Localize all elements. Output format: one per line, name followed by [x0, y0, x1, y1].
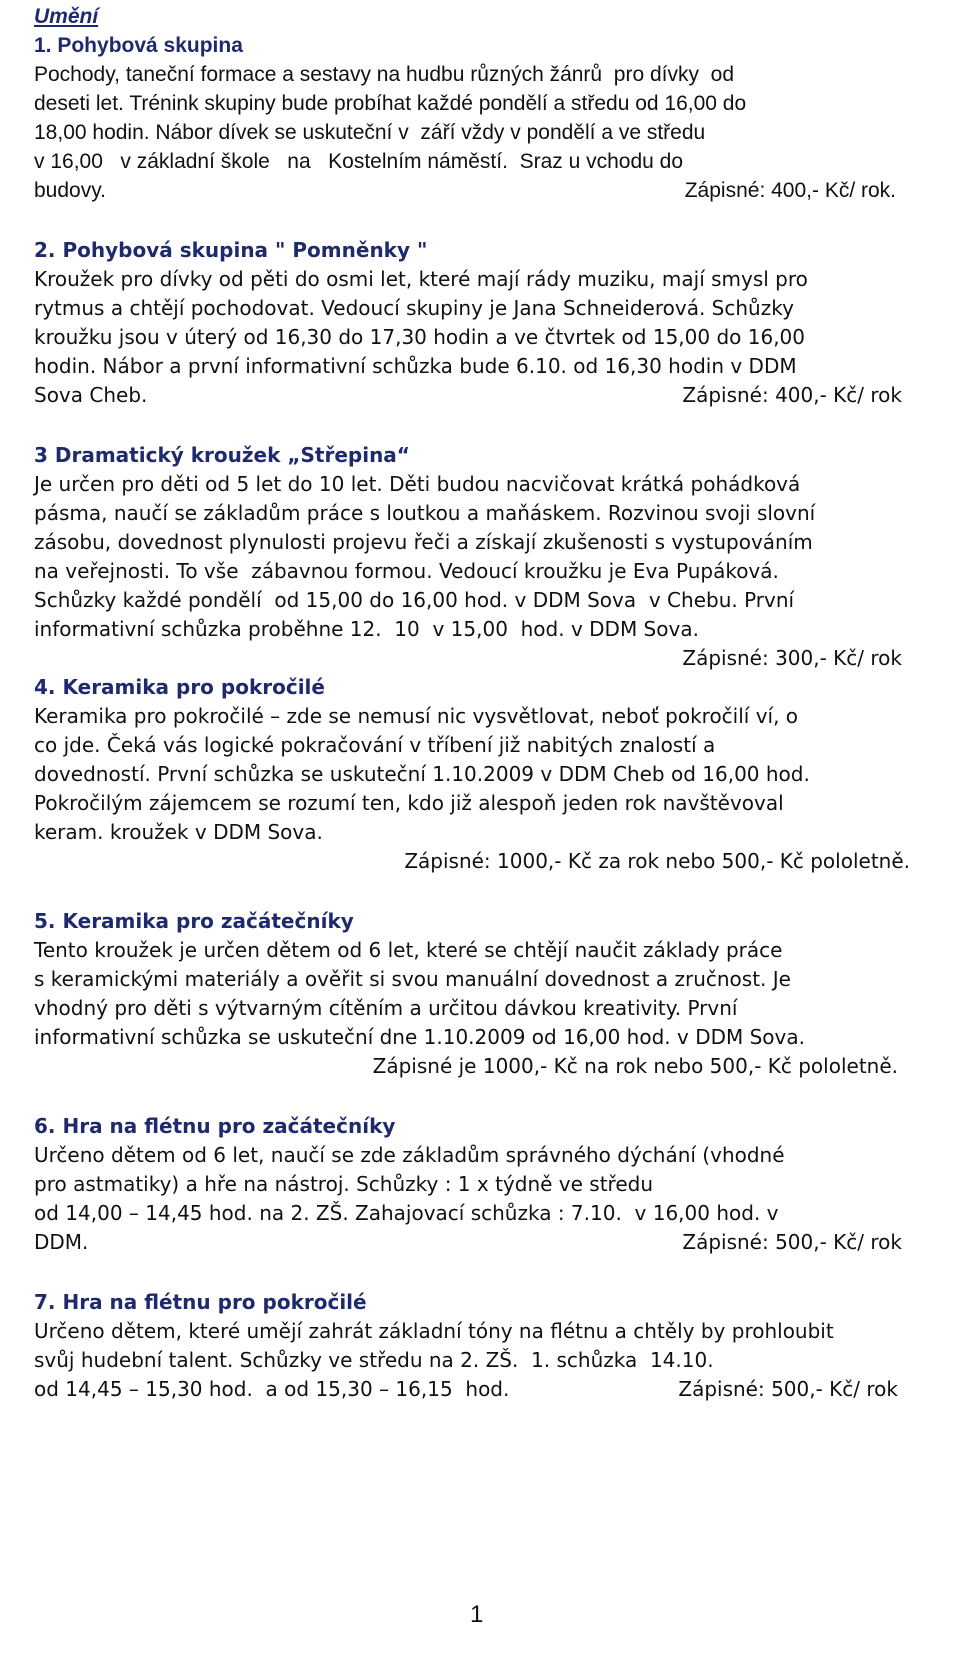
section-keramika-pokrocile: [34, 673, 934, 876]
section-title: 3 Dramatický kroužek „Střepina“: [34, 443, 410, 467]
fee-text: Zápisné: 500,- Kč/ rok: [678, 1377, 898, 1401]
paragraph-line: Je určen pro děti od 5 let do 10 let. Děti budou nacvičovat krátká pohádková: [34, 472, 801, 496]
paragraph-line: kroužku jsou v úterý od 16,30 do 17,30 hodin a ve čtvrtek od 15,00 do 16,00: [34, 325, 805, 349]
section-pohybova-skupina: [34, 31, 934, 205]
paragraph-last-line: [34, 1375, 934, 1404]
section-dramaticky-krouzek: [34, 441, 934, 673]
section-title: 7. Hra na flétnu pro pokročilé: [34, 1290, 367, 1314]
document-heading: Umění: [34, 5, 99, 28]
fee-text: Zápisné: 500,- Kč/ rok: [682, 1230, 902, 1254]
paragraph-line: zásobu, dovednost plynulosti projevu řeči a získají zkušenosti s vystupováním: [34, 530, 813, 554]
paragraph-line: Tento kroužek je určen dětem od 6 let, které se chtějí naučit základy práce: [34, 938, 783, 962]
paragraph-last-line: [34, 176, 934, 205]
paragraph-line: co jde. Čeká vás logické pokračování v tříbení již nabitých znalostí a: [34, 733, 716, 757]
paragraph-line: keram. kroužek v DDM Sova.: [34, 820, 323, 844]
paragraph-line: pro astmatiky) a hře na nástroj. Schůzky : 1 x týdně ve středu: [34, 1172, 654, 1196]
section-title: 6. Hra na flétnu pro začátečníky: [34, 1114, 396, 1138]
paragraph-line: Určeno dětem od 6 let, naučí se zde základům správného dýchání (vhodné: [34, 1143, 785, 1167]
paragraph-line: Keramika pro pokročilé – zde se nemusí nic vysvětlovat, neboť pokročilí ví, o: [34, 704, 799, 728]
fee-text: Zápisné: 400,- Kč/ rok.: [684, 179, 896, 202]
section-title: 4. Keramika pro pokročilé: [34, 675, 325, 699]
paragraph-line: informativní schůzka se uskuteční dne 1.10.2009 od 16,00 hod. v DDM Sova.: [34, 1025, 805, 1049]
paragraph-line: od 14,45 – 15,30 hod. a od 15,30 – 16,15 hod.: [34, 1377, 510, 1401]
fee-text: Zápisné: 300,- Kč/ rok: [682, 646, 902, 670]
paragraph-line: Pochody, taneční formace a sestavy na hudbu různých žánrů pro dívky od: [34, 63, 735, 86]
fee-text: Zápisné: 400,- Kč/ rok: [682, 383, 902, 407]
paragraph-line: vhodný pro děti s výtvarným cítěním a určitou dávkou kreativity. První: [34, 996, 738, 1020]
paragraph-last-line: [34, 381, 934, 410]
paragraph-line: svůj hudební talent. Schůzky ve středu na 2. ZŠ. 1. schůzka 14.10.: [34, 1348, 714, 1372]
paragraph-line: od 14,00 – 14,45 hod. na 2. ZŠ. Zahajovací schůzka : 7.10. v 16,00 hod. v: [34, 1201, 779, 1225]
paragraph-line: Pokročilým zájemcem se rozumí ten, kdo již alespoň jeden rok navštěvoval: [34, 791, 784, 815]
section-title: 5. Keramika pro začátečníky: [34, 909, 354, 933]
paragraph-line: na veřejnosti. To vše zábavnou formou. Vedoucí kroužku je Eva Pupáková.: [34, 559, 779, 583]
paragraph-line: Kroužek pro dívky od pěti do osmi let, které mají rády muziku, mají smysl pro: [34, 267, 808, 291]
paragraph-line: pásma, naučí se základům práce s loutkou a maňáskem. Rozvinou svoji slovní: [34, 501, 816, 525]
section-keramika-zacatecnici: [34, 907, 934, 1081]
paragraph-line: Schůzky každé pondělí od 15,00 do 16,00 hod. v DDM Sova v Chebu. První: [34, 588, 795, 612]
paragraph-line: v 16,00 v základní škole na Kostelním náměstí. Sraz u vchodu do: [34, 150, 684, 173]
page-number: 1: [470, 1601, 484, 1628]
paragraph-line: dovedností. První schůzka se uskuteční 1.10.2009 v DDM Cheb od 16,00 hod.: [34, 762, 810, 786]
paragraph-line: Sova Cheb.: [34, 383, 148, 407]
section-pomnenky: [34, 236, 934, 410]
section-fletna-zacatecnici: [34, 1112, 934, 1257]
paragraph-last-line: [34, 1228, 934, 1257]
section-title: 1. Pohybová skupina: [34, 34, 243, 57]
fee-text: Zápisné: 1000,- Kč za rok nebo 500,- Kč pololetně.: [404, 849, 910, 873]
paragraph-line: 18,00 hodin. Nábor dívek se uskuteční v září vždy v pondělí a ve středu: [34, 121, 706, 144]
document-page: [34, 2, 934, 1404]
section-title: 2. Pohybová skupina " Pomněnky ": [34, 238, 428, 262]
paragraph-line: DDM.: [34, 1230, 89, 1254]
section-fletna-pokrocile: [34, 1288, 934, 1404]
paragraph-line: s keramickými materiály a ověřit si svou manuální dovednost a zručnost. Je: [34, 967, 791, 991]
paragraph-line: budovy.: [34, 179, 106, 202]
paragraph-line: deseti let. Trénink skupiny bude probíhat každé pondělí a středu od 16,00 do: [34, 92, 747, 115]
paragraph-line: informativní schůzka proběhne 12. 10 v 15,00 hod. v DDM Sova.: [34, 617, 699, 641]
paragraph-line: rytmus a chtějí pochodovat. Vedoucí skupiny je Jana Schneiderová. Schůzky: [34, 296, 794, 320]
paragraph-line: hodin. Nábor a první informativní schůzka bude 6.10. od 16,30 hodin v DDM: [34, 354, 797, 378]
paragraph-line: Určeno dětem, které umějí zahrát základní tóny na flétnu a chtěly by prohloubit: [34, 1319, 834, 1343]
fee-text: Zápisné je 1000,- Kč na rok nebo 500,- Kč pololetně.: [372, 1054, 898, 1078]
